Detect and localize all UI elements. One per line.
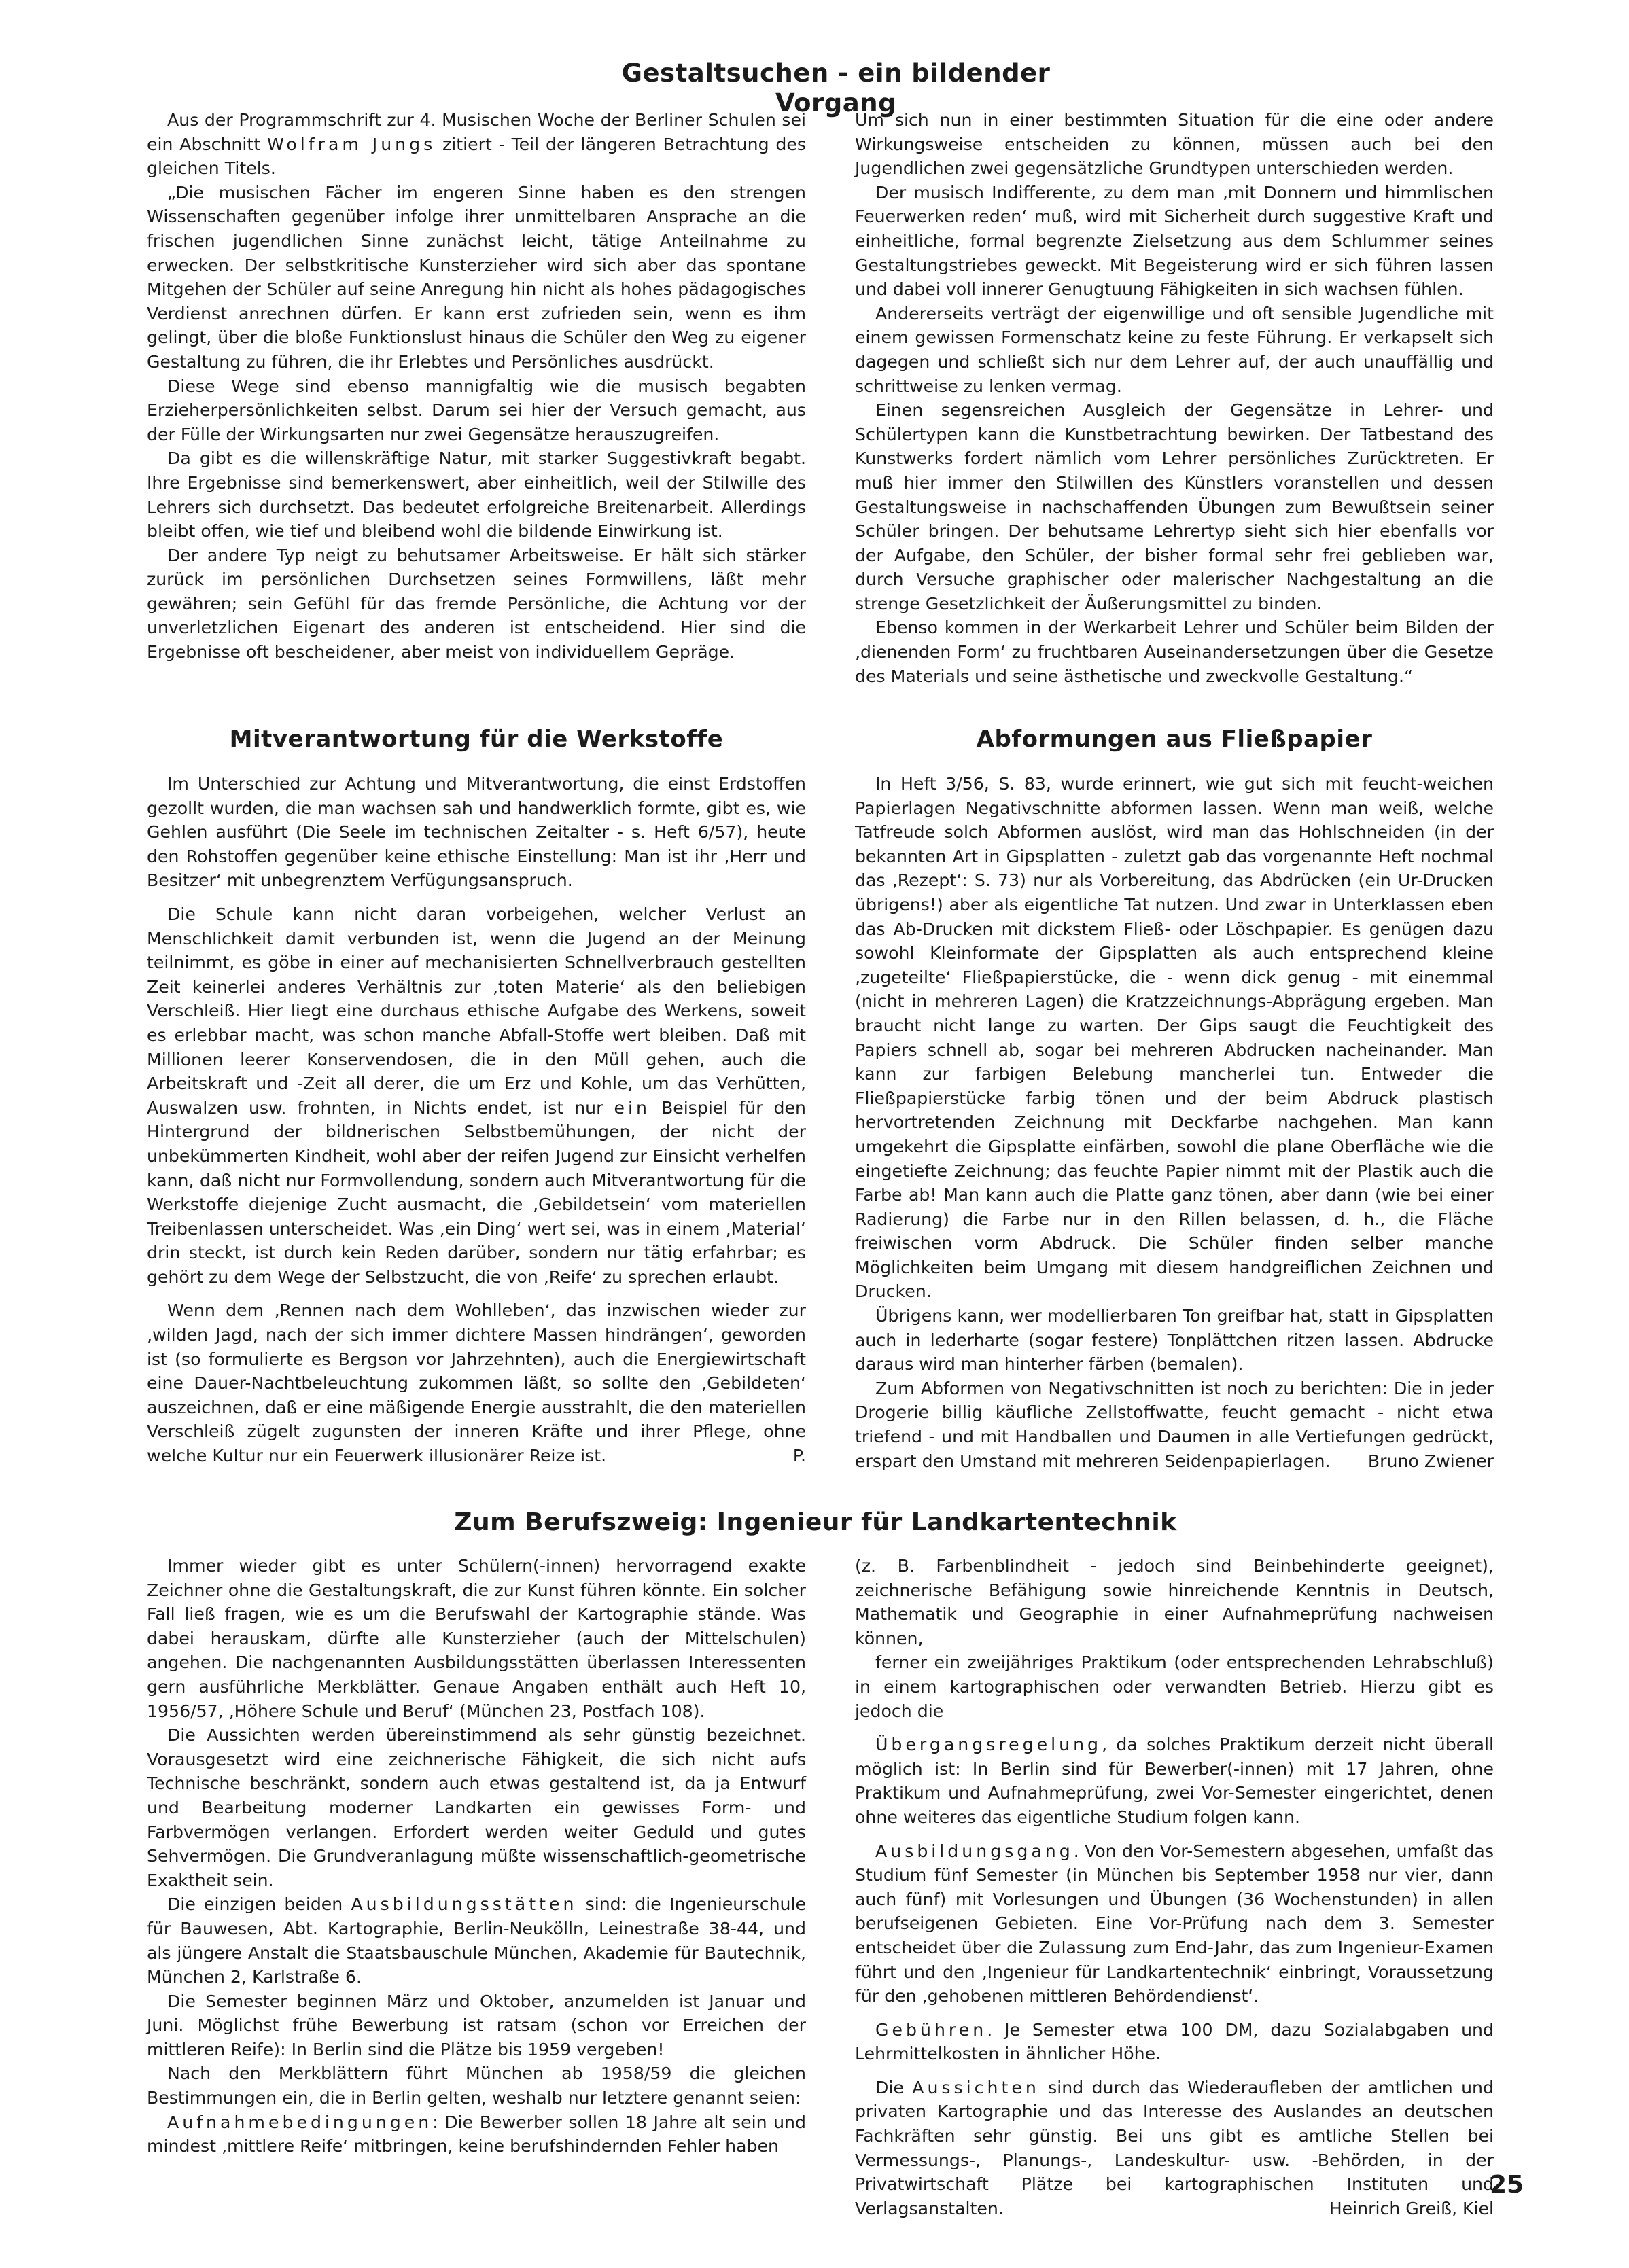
article-title: Zum Berufszweig: Ingenieur für Landkartentechnik bbox=[454, 1508, 1177, 1536]
article-title: Gestaltsuchen - ein bildender Vorgang bbox=[621, 58, 1051, 118]
author-signature: Heinrich Greiß, Kiel bbox=[1329, 2198, 1494, 2218]
paragraph: Der musisch Indifferente, zu dem man ‚mit Donnern und himmlischen Feuerwerken reden‘ muß, wird mit Sicherheit durch suggestive Kraft und einheitliche, formal begrenzte Zielsetzung aus dem Schlummer seines Gestaltungstriebes geweckt. Mit Begeisterung wird er sich führen lassen und dabei voll innerer Genugtuung Fähigkeiten in sich wachsen fühlen. bbox=[855, 182, 1494, 300]
paragraph: Übergangsregelung, da solches Praktikum derzeit nicht überall möglich ist: In Berlin sind für Bewerber(-innen) mit 17 Jahren, ohne Praktikum und Aufnahmeprüfung, zwei Vor-Semester eingerichtet, denen ohne weiteres das eigentliche Studium folgen kann. bbox=[855, 1735, 1494, 1827]
article-title: Mitverantwortung für die Werkstoffe bbox=[229, 726, 724, 753]
article-column-right bbox=[855, 1554, 1494, 2220]
article-column-right bbox=[855, 108, 1494, 688]
paragraph: Übrigens kann, wer modellierbaren Ton greifbar hat, statt in Gipsplatten auch in lederharte (sogar festere) Tonplättchen ritzen lassen. Abdrucke daraus wird man hinterher färben (bemalen). bbox=[855, 1306, 1494, 1375]
paragraph: Diese Wege sind ebenso mannigfaltig wie die musisch begabten Erzieherpersönlichkeiten selbst. Darum sei hier der Versuch gemacht, aus der Fülle der Wirkungsarten nur zwei Gegensätze herauszugreifen. bbox=[147, 376, 806, 444]
paragraph: Um sich nun in einer bestimmten Situation für die eine oder andere Wirkungsweise entscheiden zu können, müssen auch bei den Jugendlichen zwei gegensätzliche Grundtypen unterschieden werden. bbox=[855, 110, 1494, 179]
paragraph: Da gibt es die willenskräftige Natur, mit starker Suggestivkraft begabt. Ihre Ergebnisse sind bemerkenswert, aber einheitlich, weil der Stilwille des Lehrers sich durchsetzt. Das bedeutet erfolgreiche Breitenarbeit. Allerdings bleibt offen, wie tief und bleibend wohl die bildende Einwirkung ist. bbox=[147, 448, 806, 542]
page-number: 25 bbox=[1490, 2171, 1524, 2199]
paragraph: Zum Abformen von Negativschnitten ist noch zu berichten: Die in jeder Drogerie billig käufliche Zellstoffwatte, feucht gemacht - nicht etwa triefend - und mit Handballen und Daumen in alle Vertiefungen gedrückt, erspart den Umstand mit mehreren Seidenpapierlagen. Bruno Zwiener bbox=[855, 1377, 1494, 1473]
paragraph: Die einzigen beiden Ausbildungsstätten sind: die Ingenieurschule für Bauwesen, Abt. Kartographie, Berlin-Neukölln, Leinestraße 38-44, und als jüngere Anstalt die Staatsbauschule München, Akademie für Bautechnik, München 2, Karlstraße 6. bbox=[147, 1894, 806, 1987]
paragraph: Wenn dem ‚Rennen nach dem Wohlleben‘, das inzwischen wieder zur ‚wilden Jagd, nach der sich immer dichtere Massen hindrängen‘, geworden ist (so formulierte es Bergson vor Jahrzehnten), auch die Energiewirtschaft eine Dauer-Nachtbeleuchtung zukommen läßt, so sollte den ‚Gebildeten‘ auszeichnen, daß er eine mäßigende Energie ausstrahlt, die den materiellen Verschleiß zügelt zugunsten der inneren Kräfte und ihrer Pflege, ohne welche Kultur nur ein Feuerwerk illusionärer Reize ist. P. bbox=[147, 1298, 806, 1468]
article-column-left bbox=[147, 1554, 806, 2159]
paragraph: Aus der Programmschrift zur 4. Musischen Woche der Berliner Schulen sei ein Abschnitt Wolfram Jungs zitiert - Teil der längeren Betrachtung des gleichen Titels. bbox=[147, 110, 806, 179]
paragraph: ferner ein zweijähriges Praktikum (oder entsprechenden Lehrabschluß) in einem kartographischen oder verwandten Betrieb. Hierzu gibt es jedoch die bbox=[855, 1652, 1494, 1721]
article-body bbox=[855, 772, 1494, 1473]
paragraph: Die Semester beginnen März und Oktober, anzumelden ist Januar und Juni. Möglichst frühe Bewerbung ist ratsam (schon vor Erreichen der mittleren Reife): In Berlin sind die Plätze bis 1959 vergeben! bbox=[147, 1991, 806, 2059]
article-abformungen bbox=[855, 726, 1494, 1471]
article-mitverantwortung bbox=[147, 726, 807, 1466]
paragraph: Die Aussichten sind durch das Wiederaufleben der amtlichen und privaten Kartographie und das Interesse des Auslandes an deutschen Fachkräften sehr günstig. Bei uns gibt es amtliche Stellen bei Vermessungs-, Planungs-, Landeskultur- usw. -Behörden, in der Privatwirtschaft Plätze bei kartographischen Instituten und Verlagsanstalten. Heinrich Greiß, Kiel bbox=[855, 2076, 1494, 2221]
paragraph: Einen segensreichen Ausgleich der Gegensätze in Lehrer- und Schülertypen kann die Kunstbetrachtung bewirken. Der Tatbestand des Kunstwerks fordert nämlich vom Lehrer persönliches Zurücktreten. Er muß hier immer den Stilwillen des Künstlers voranstellen und dessen Gestaltungsweise in nachschaffenden Übungen zum Bewußtsein seiner Schüler bringen. Der behutsame Lehrertyp sieht sich hier ebenfalls vor der Aufgabe, den Schüler, der bisher formal sehr frei geblieben war, durch Versuche graphischer oder malerischer Nachgestaltung an die strenge Gesetzlichkeit der Äußerungsmittel zu binden. bbox=[855, 400, 1494, 614]
article-column-left bbox=[147, 108, 806, 665]
paragraph: Gebühren. Je Semester etwa 100 DM, dazu Sozialabgaben und Lehrmittelkosten in ähnlicher Höhe. bbox=[855, 2019, 1494, 2064]
paragraph: Immer wieder gibt es unter Schülern(-innen) hervorragend exakte Zeichner ohne die Gestaltungskraft, die zur Kunst führen könnte. Ein solcher Fall ließ fragen, wie es um die Berufswahl der Kartographie stände. Was dabei herauskam, dürfte alle Kunsterzieher (auch der Mittelschulen) angehen. Die nachgenannten Ausbildungsstätten überlassen Interessenten gern ausführliche Merkblätter. Genaue Angaben enthält auch Heft 10, 1956/57, ‚Höhere Schule und Beruf‘ (München 23, Postfach 108). bbox=[147, 1556, 806, 1721]
paragraph: Andererseits verträgt der eigenwillige und oft sensible Jugendliche mit einem gewissen Formenschatz keine zu feste Führung. Er verkapselt sich dagegen und schließt sich nur dem Lehrer auf, der auch unauffällig und schrittweise zu lenken vermag. bbox=[855, 303, 1494, 396]
paragraph: Nach den Merkblättern führt München ab 1958/59 die gleichen Bestimmungen ein, die in Berlin gelten, weshalb nur letztere genannt seien: bbox=[147, 2063, 806, 2108]
paragraph: Ebenso kommen in der Werkarbeit Lehrer und Schüler beim Bilden der ‚dienenden Form‘ zu fruchtbaren Auseinandersetzungen über die Gesetze des Materials und seine ästhetische und zweckvolle Gestaltung.“ bbox=[855, 618, 1494, 686]
paragraph: Die Schule kann nicht daran vorbeigehen, welcher Verlust an Menschlichkeit damit verbunden ist, wenn die Jugend an der Meinung teilnimmt, es göbe in einer auf mechanisierten Schnellverbrauch gestellten Zeit keinerlei anderes Verhältnis zur ‚toten Materie‘ als den beliebigen Verschleiß. Hier liegt eine durchaus ethische Aufgabe des Werkens, soweit es erlebbar macht, was schon manche Abfall-Stoffe wert bleiben. Daß mit Millionen leerer Konservendosen, die in den Müll gehen, auch die Arbeitskraft und -Zeit all derer, die um Erz und Kohle, um das Verhütten, Auswalzen usw. frohnten, in Nichts endet, ist nur ein Beispiel für den Hintergrund der bildnerischen Selbstbemühungen, der nicht der unbekümmerten Kindheit, wohl aber der reifen Jugend zur Einsicht verhelfen kann, daß nicht nur Formvollendung, sondern auch Mitverantwortung für die Werkstoffe diejenige Zucht ausmacht, die ‚Gebildetsein‘ vom materiellen Treibenlassen unterscheidet. Was ‚ein Ding‘ wert sei, was in einem ‚Material‘ drin steckt, ist durch kein Reden darüber, sondern nur tätig erfahrbar; es gehört zu dem Wege der Selbstzucht, die von ‚Reife‘ zu sprechen erlaubt. bbox=[147, 904, 807, 1287]
paragraph: Aufnahmebedingungen: Die Bewerber sollen 18 Jahre alt sein und mindest ‚mittlere Reife‘ mitbringen, keine berufshindernden Fehler haben bbox=[147, 2112, 806, 2157]
paragraph: Im Unterschied zur Achtung und Mitverantwortung, die einst Erdstoffen gezollt wurden, die man wachsen sah und handwerklich formte, gibt es, wie Gehlen ausführt (Die Seele im technischen Zeitalter - s. Heft 6/57), heute den Rohstoffen gegenüber keine ethische Einstellung: Man ist ihr ‚Herr und Besitzer‘ mit unbegrenztem Verfügungsanspruch. bbox=[147, 774, 806, 891]
paragraph: „Die musischen Fächer im engeren Sinne haben es den strengen Wissenschaften gegenüber infolge ihrer unmittelbaren Ansprache an die frischen jugendlichen Sinne zunächst leicht, tätige Anteilnahme zu erwecken. Der selbstkritische Kunsterzieher wird sich aber das spontane Mitgehen der Schüler auf seine Anregung hin nicht als hohes pädagogisches Verdienst anrechnen dürfen. Er kann erst zufrieden sein, wenn es ihm gelingt, über die bloße Funktionslust hinaus die Schüler den Weg zu eigener Gestaltung zu führen, die ihr Erlebtes und Persönliches ausdrückt. bbox=[147, 182, 806, 372]
author-signature: Bruno Zwiener bbox=[1367, 1451, 1494, 1471]
paragraph: Ausbildungsgang. Von den Vor-Semestern abgesehen, umfaßt das Studium fünf Semester (in München bis September 1958 nur vier, dann auch fünf) mit Vorlesungen und Übungen (36 Wochenstunden) in allen berufseigenen Gebieten. Eine Vor-Prüfung nach dem 3. Semester entscheidet über die Zulassung zum End-Jahr, das zum Ingenieur-Examen führt und den ‚Ingenieur für Landkartentechnik‘ einbringt, Voraussetzung für den ‚gehobenen mittleren Behördendienst‘. bbox=[855, 1841, 1494, 2006]
article-title: Abformungen aus Fließpapier bbox=[976, 726, 1373, 753]
author-signature: P. bbox=[792, 1446, 806, 1466]
paragraph: (z. B. Farbenblindheit - jedoch sind Beinbehinderte geeignet), zeichnerische Befähigung sowie hinreichende Kenntnis in Deutsch, Mathematik und Geographie in einer Aufnahmeprüfung nachweisen können, bbox=[855, 1556, 1494, 1648]
article-body bbox=[147, 772, 806, 1468]
paragraph: In Heft 3/56, S. 83, wurde erinnert, wie gut sich mit feucht-weichen Papierlagen Negativschnitte abformen lassen. Wenn man weiß, welche Tatfreude solch Abformen auslöst, wird man das Hohlschneiden (in der bekannten Art in Gipsplatten - zuletzt gab das vorgenannte Heft nochmal das ‚Rezept‘: S. 73) nur als Vorbereitung, das Abdrücken (ein Ur-Drucken übrigens!) aber als eigentliche Tat nutzen. Und zwar in Unterklassen eben das Ab-Drucken mit dickstem Fließ- oder Löschpapier. Es genügen dazu sowohl Kleinformate der Gipsplatten als auch entsprechend kleine ‚zugeteilte‘ Fließpapierstücke, die - wenn dick genug - mit einemmal (nicht in mehreren Lagen) die Kratzzeichnungs-Abprägung ergeben. Man braucht nicht lange zu warten. Der Gips saugt die Feuchtigkeit des Papiers schnell ab, sogar bei mehreren Abdrucken nacheinander. Man kann zur farbigen Belebung mancherlei tun. Entweder die Fließpapierstücke farbig tönen und der beim Abdruck plastisch hervortretenden Zeichnung mit Deckfarbe nachgehen. Man kann umgekehrt die Gipsplatte einfärben, sowohl die plane Oberfläche wie die eingetiefte Zeichnung; das feuchte Papier nimmt mit der Plastik auch die Farbe ab! Man kann auch die Platte ganz tönen, aber dann (wie bei einer Radierung) die Farbe nur in den Rillen belassen, d. h., die Fläche freiwischen vorm Abdruck. Die Schüler finden selber manche Möglichkeiten beim Umgang mit diesem handgreiflichen Zeichnen und Drucken. bbox=[855, 774, 1494, 1302]
paragraph: Die Aussichten werden übereinstimmend als sehr günstig bezeichnet. Vorausgesetzt wird eine zeichnerische Fähigkeit, die sich nicht aufs Technische beschränkt, sondern auch etwas gestaltend ist, da ja Entwurf und Bearbeitung moderner Landkarten ein gewisses Form- und Farbvermögen verlangen. Erfordert werden weiter Geduld und gutes Sehvermögen. Die Grundveranlagung müßte wissenschaftlich-geometrische Exaktheit sein. bbox=[147, 1725, 806, 1890]
paragraph: Der andere Typ neigt zu behutsamer Arbeitsweise. Er hält sich stärker zurück im persönlichen Durchsetzen seines Formwillens, läßt mehr gewähren; sein Gefühl für das fremde Persönliche, die Achtung vor der unverletzlichen Eigenart des anderen ist entscheidend. Hier sind die Ergebnisse oft bescheidener, aber meist von individuellem Gepräge. bbox=[147, 545, 806, 662]
